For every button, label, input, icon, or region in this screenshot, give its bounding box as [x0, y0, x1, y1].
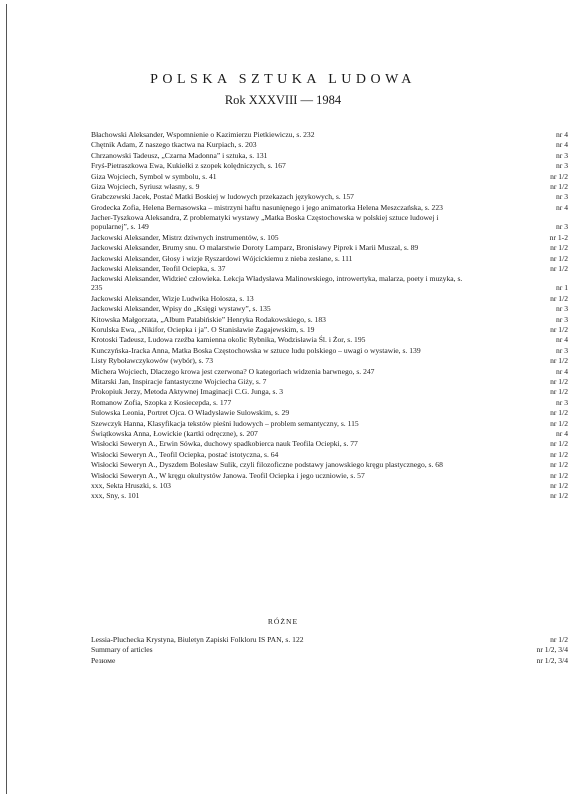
index-entry [91, 151, 568, 160]
entry-text: Chętnik Adam, Z naszego tkactwa na Kurpiach, s. 203 [91, 140, 257, 150]
entry-issue: nr 1/2 [550, 439, 568, 449]
entry-issue: nr 4 [555, 140, 568, 150]
entry-text: Jackowski Aleksander, Wizje Ludwika Holosza, s. 13 [91, 293, 254, 303]
index-entry [91, 439, 568, 448]
entry-issue: nr 1/2 [550, 635, 568, 644]
entry-issue: nr 1/2, 3/4 [536, 655, 568, 665]
index-entry [91, 491, 568, 500]
page-edge-line [6, 4, 7, 794]
entry-issue: nr 3 [555, 192, 568, 202]
entry-text: Romanow Zofia, Szopka z Kosiecepda, s. 177 [91, 397, 232, 407]
page-subtitle: Rok XXXVIII — 1984 [224, 93, 342, 107]
entry-text: Krotoski Tadeusz, Ludowa rzeźba kamienna okolic Rybnika, Wodzisławia Śl. i Żor, s. 195 [91, 335, 366, 345]
index-entry [91, 233, 568, 242]
entry-issue: nr 3 [555, 304, 568, 314]
index-entry [91, 325, 568, 334]
entry-issue: nr 1/2 [550, 491, 568, 501]
entry-issue: nr 4 [555, 202, 568, 212]
entry-text: Jackowski Aleksander, Widzieć człowieka. Lekcja Władysława Malinowskiego, introwertyka, malarza, poety i muzyka, s. 235 [91, 274, 463, 293]
entry-issue: nr 3 [555, 161, 568, 171]
entry-issue: nr 1-2 [549, 232, 568, 242]
entry-issue: nr 1/2 [550, 243, 568, 253]
entry-text: Grodecka Zofia, Helena Bernasowska – mistrzyni haftu nasunięnego i jego animatorka Helena Meszczańska, s. 223 [91, 202, 443, 212]
index-entry [91, 294, 568, 303]
index-entry [91, 481, 568, 490]
entry-text: Świątkowska Anna, Łowickie (kartki odręczne), s. 207 [91, 428, 258, 438]
index-entry [91, 172, 568, 181]
entry-issue: nr 1/2 [550, 460, 568, 470]
entry-issue: nr 1/2 [550, 181, 568, 191]
entry-text: Jackowski Aleksander, Teofil Ociepka, s. 37 [91, 263, 226, 273]
entry-issue: nr 3 [555, 345, 568, 355]
entry-text: Listy Ryboławczykowów (wybór), s. 73 [91, 356, 214, 366]
entry-issue: nr 1/2 [550, 253, 568, 263]
index-entry [91, 450, 568, 459]
index-entry [91, 130, 568, 139]
entry-text: Chrzanowski Tadeusz, „Czarna Madonna” i sztuka, s. 131 [91, 150, 268, 160]
entry-issue: nr 4 [555, 428, 568, 438]
index-entry [91, 274, 568, 292]
entry-text: Giza Wojciech, Symbol w symbolu, s. 41 [91, 171, 217, 181]
entry-text: Fryś-Pietraszkowa Ewa, Kukiełki z szopek kolędniczych, s. 167 [91, 161, 286, 171]
entry-text: Kunczyńska-Iracka Anna, Matka Boska Częstochowska w sztuce ludu polskiego – uwagi o wystawie, s. 139 [91, 345, 421, 355]
entry-text: xxx, Sekta Hruszki, s. 103 [91, 480, 171, 490]
entry-text: Lessia-Pluchecka Krystyna, Biuletyn Zapiski Folkloru IS PAN, s. 122 [91, 635, 304, 644]
entry-issue: nr 1/2 [550, 480, 568, 490]
index-entry [91, 254, 568, 263]
index-entry [91, 335, 568, 344]
entry-issue: nr 3 [555, 222, 568, 232]
index-entry [91, 264, 568, 273]
index-entry [91, 192, 568, 201]
entry-text: Jackowski Aleksander, Głosy i wizje Ryszardowi Wójcickiemu z nieba zesłane, s. 111 [91, 253, 353, 263]
entry-text: Summary of articles [91, 645, 153, 655]
entry-text: Mitarski Jan, Inspiracje fantastyczne Wojciecha Giży, s. 7 [91, 377, 267, 386]
entry-text: Jackowski Aleksander, Brumy snu. O malarstwie Doroty Lamparz, Bronisławy Piprek i Marii Muszal, s. 89 [91, 243, 419, 253]
article-index [91, 130, 568, 502]
entry-text: Sulowska Leonia, Portret Ojca. O Władysławie Sulowskim, s. 29 [91, 408, 290, 418]
entry-text: Szewczyk Hanna, Klasyfikacja tekstów pieśni ludowych – problem semantyczny, s. 115 [91, 418, 359, 428]
index-entry [91, 656, 568, 665]
entry-text: xxx, Sny, s. 101 [91, 491, 140, 501]
index-entry [91, 161, 568, 170]
entry-text: Korulska Ewa, „Nikifor, Ociepka i ja”. O Stanisławie Zagajewskim, s. 19 [91, 325, 315, 335]
index-entry [91, 140, 568, 149]
index-entry [91, 367, 568, 376]
entry-issue: nr 4 [555, 366, 568, 376]
entry-text: Błachowski Aleksander, Wspomnienie o Kazimierzu Pietkiewiczu, s. 232 [91, 130, 315, 139]
entry-issue: nr 1/2 [550, 387, 568, 397]
entry-text: Grabczewski Jacek, Postać Matki Boskiej w ludowych przekazach językowych, s. 157 [91, 192, 354, 202]
entry-issue: nr 3 [555, 314, 568, 324]
entry-text: Giza Wojciech, Syriusz własny, s. 9 [91, 181, 200, 191]
entry-issue: nr 1/2 [550, 408, 568, 418]
index-entry [91, 471, 568, 480]
entry-issue: nr 1/2 [550, 263, 568, 273]
index-entry [91, 315, 568, 324]
entry-text: Prokopiuk Jerzy, Metoda Aktywnej Imaginacji C.G. Junga, s. 3 [91, 387, 284, 397]
index-entry [91, 429, 568, 438]
rozne-list [91, 635, 568, 666]
index-entry [91, 203, 568, 212]
entry-issue: nr 4 [555, 335, 568, 345]
section-heading-rozne: RÓŻNE [267, 617, 299, 626]
entry-issue: nr 1/2 [550, 470, 568, 480]
index-entry [91, 635, 568, 644]
index-entry [91, 460, 568, 469]
entry-text: Kitowska Małgorzata, „Album Patabińskie” Henryka Rodakowskiego, s. 183 [91, 314, 326, 324]
entry-issue: nr 1/2 [550, 418, 568, 428]
entry-issue: nr 1/2 [550, 325, 568, 335]
entry-text: Jacher-Tyszkowa Aleksandra, Z problematyki wystawy „Matka Boska Częstochowska w polskiej sztuce ludowej i popularnej”, s. 149 [91, 213, 439, 232]
entry-text: Wisłocki Seweryn A., Dyszdem Bolesław Sulik, czyli filozoficzne podstawy janowskiego kręgu plastycznego, s. 68 [91, 460, 443, 470]
index-entry [91, 304, 568, 313]
index-entry [91, 346, 568, 355]
entry-text: Резюме [91, 655, 116, 665]
entry-issue: nr 1/2 [550, 293, 568, 303]
entry-text: Jackowski Aleksander, Wpisy do „Księgi wystawy”, s. 135 [91, 304, 271, 314]
index-entry [91, 182, 568, 191]
page-title: POLSKA SZTUKA LUDOWA [150, 72, 416, 87]
entry-text: Wisłocki Seweryn A., Erwin Sówka, duchowy spadkobierca nauk Teofila Ociepki, s. 77 [91, 439, 358, 449]
entry-issue: nr 1 [555, 283, 568, 293]
entry-issue: nr 1/2 [550, 171, 568, 181]
index-entry [91, 377, 568, 386]
entry-issue: nr 1/2 [550, 449, 568, 459]
index-entry [91, 387, 568, 396]
entry-text: Wisłocki Seweryn A., Teofil Ociepka, postać istotyczna, s. 64 [91, 449, 279, 459]
entry-issue: nr 1/2 [550, 377, 568, 386]
index-entry [91, 645, 568, 654]
entry-issue: nr 3 [555, 397, 568, 407]
entry-text: Wisłocki Seweryn A., W kręgu okultystów Janowa. Teofil Ociepka i jego uczniowie, s. 57 [91, 470, 365, 480]
entry-text: Michera Wojciech, Dlaczego krowa jest czerwona? O kategoriach widzenia barwnego, s. 247 [91, 366, 375, 376]
entry-text: Jackowski Aleksander, Mistrz dziwnych instrumentów, s. 105 [91, 232, 279, 242]
entry-issue: nr 1/2 [550, 356, 568, 366]
index-entry [91, 398, 568, 407]
index-entry [91, 213, 568, 231]
entry-issue: nr 4 [555, 130, 568, 139]
entry-issue: nr 1/2, 3/4 [536, 645, 568, 655]
index-entry [91, 356, 568, 365]
index-entry [91, 243, 568, 252]
index-entry [91, 419, 568, 428]
index-entry [91, 408, 568, 417]
entry-issue: nr 3 [555, 150, 568, 160]
